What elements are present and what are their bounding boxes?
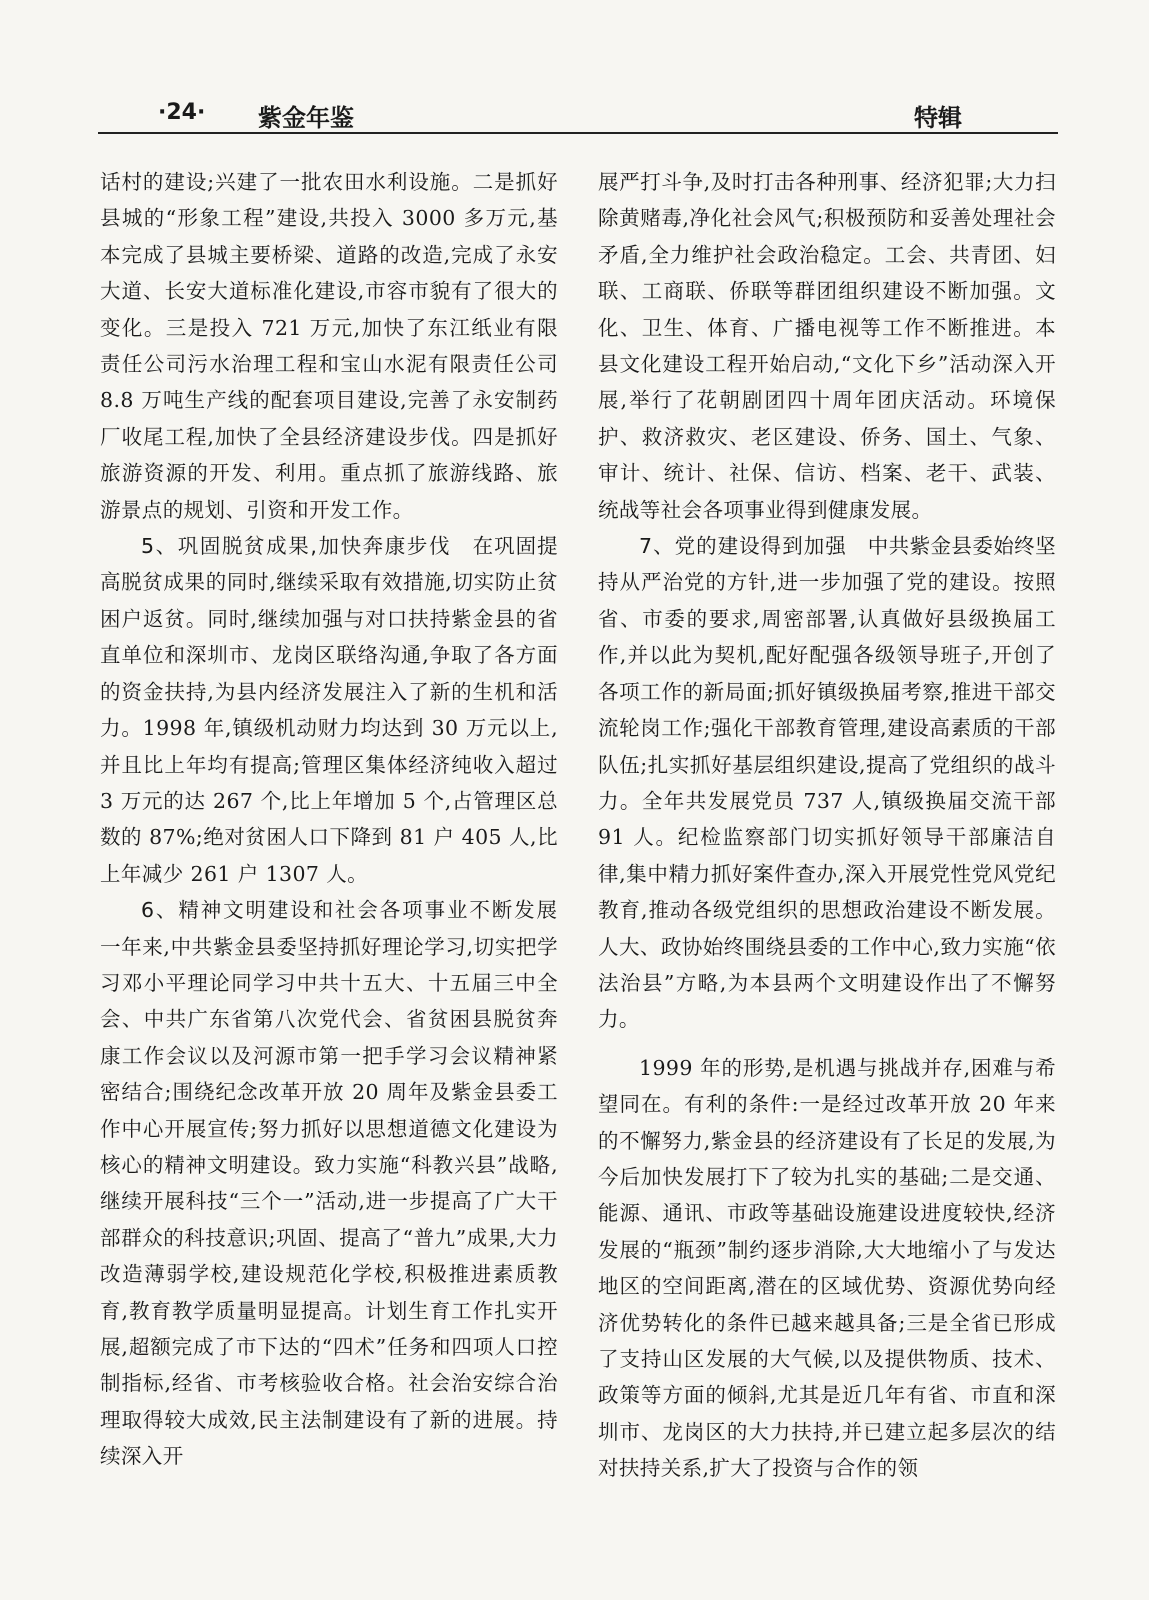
section-title: 特辑	[914, 104, 962, 132]
section-heading: 7、党的建设得到加强	[639, 534, 847, 559]
right-column	[598, 164, 1056, 1487]
paragraph	[100, 528, 558, 892]
section-heading: 5、巩固脱贫成果,加快奔康步伐	[141, 534, 452, 559]
page-number: ·24·	[158, 100, 206, 125]
paragraph: 话村的建设;兴建了一批农田水利设施。二是抓好县城的“形象工程”建设,共投入 3000 多万元,基本完成了县城主要桥梁、道路的改造,完成了永安大道、长安大道标准化建设,市容市貌有了很大的变化。三是投入 721 万元,加快了东江纸业有限责任公司污水治理工程和宝山水泥有限责任公司 8.8 万吨生产线的配套项目建设,完善了永安制药厂收尾工程,加快了全县经济建设步伐。四是抓好旅游资源的开发、利用。重点抓了旅游线路、旅游景点的规划、引资和开发工作。	[100, 170, 558, 522]
book-title: 紫金年鉴	[258, 104, 354, 132]
paragraph: 展严打斗争,及时打击各种刑事、经济犯罪;大力扫除黄赌毒,净化社会风气;积极预防和妥善处理社会矛盾,全力维护社会政治稳定。工会、共青团、妇联、工商联、侨联等群团组织建设不断加强。文化、卫生、体育、广播电视等工作不断推进。本县文化建设工程开始启动,“文化下乡”活动深入开展,举行了花朝剧团四十周年团庆活动。环境保护、救济救灾、老区建设、侨务、国土、气象、审计、统计、社保、信访、档案、老干、武装、统战等社会各项事业得到健康发展。	[598, 170, 1056, 522]
page-header	[98, 98, 1058, 134]
header-rule	[98, 132, 1058, 134]
paragraph-text: 在巩固提高脱贫成果的同时,继续采取有效措施,切实防止贫困户返贫。同时,继续加强与对口扶持紫金县的省直单位和深圳市、龙岗区联络沟通,争取了各方面的资金扶持,为县内经济发展注入了新的生机和活力。1998 年,镇级机动财力均达到 30 万元以上,并且比上年均有提高;管理区集体经济纯收入超过 3 万元的达 267 个,比上年增加 5 个,占管理区总数的 87%;绝对贫困人口下降到 81 户 405 人,比上年减少 261 户 1307 人。	[100, 534, 558, 886]
paragraph-text: 一年来,中共紫金县委坚持抓好理论学习,切实把学习邓小平理论同学习中共十五大、十五届三中全会、中共广东省第八次党代会、省贫困县脱贫奔康工作会议以及河源市第一把手学习会议精神紧密结合;围绕纪念改革开放 20 周年及紫金县委工作中心开展宣传;努力抓好以思想道德文化建设为核心的精神文明建设。致力实施“科教兴县”战略,继续开展科技“三个一”活动,进一步提高了广大干部群众的科技意识;巩固、提高了“普九”成果,大力改造薄弱学校,建设规范化学校,积极推进素质教育,教育教学质量明显提高。计划生育工作扎实开展,超额完成了市下达的“四术”任务和四项人口控制指标,经省、市考核验收合格。社会治安综合治理取得较大成效,民主法制建设有了新的进展。持续深入开	[100, 934, 558, 1469]
paragraph-text: 中共紫金县委始终坚持从严治党的方针,进一步加强了党的建设。按照省、市委的要求,周密部署,认真做好县级换届工作,并以此为契机,配好配强各级领导班子,开创了各项工作的新局面;抓好镇级换届考察,推进干部交流轮岗工作;强化干部教育管理,建设高素质的干部队伍;扎实抓好基层组织建设,提高了党组织的战斗力。全年共发展党员 737 人,镇级换届交流干部 91 人。纪检监察部门切实抓好领导干部廉洁自律,集中精力抓好案件查办,深入开展党性党风党纪教育,推动各级党组织的思想政治建设不断发展。人大、政协始终围绕县委的工作中心,致力实施“依法治县”方略,为本县两个文明建设作出了不懈努力。	[598, 534, 1057, 1032]
left-column	[100, 164, 558, 1475]
paragraph	[100, 892, 558, 1475]
paragraph	[598, 528, 1056, 1038]
section-heading: 6、精神文明建设和社会各项事业不断发展	[141, 898, 558, 923]
paragraph: 1999 年的形势,是机遇与挑战并存,困难与希望同在。有利的条件:一是经过改革开放 20 年来的不懈努力,紫金县的经济建设有了长足的发展,为今后加快发展打下了较为扎实的基础;二是交通、能源、通讯、市政等基础设施建设进度较快,经济发展的“瓶颈”制约逐步消除,大大地缩小了与发达地区的空间距离,潜在的区域优势、资源优势向经济优势转化的条件已越来越具备;三是全省已形成了支持山区发展的大气候,以及提供物质、技术、政策等方面的倾斜,尤其是近几年有省、市直和深圳市、龙岗区的大力扶持,并已建立起多层次的结对扶持关系,扩大了投资与合作的领	[598, 1055, 1056, 1481]
